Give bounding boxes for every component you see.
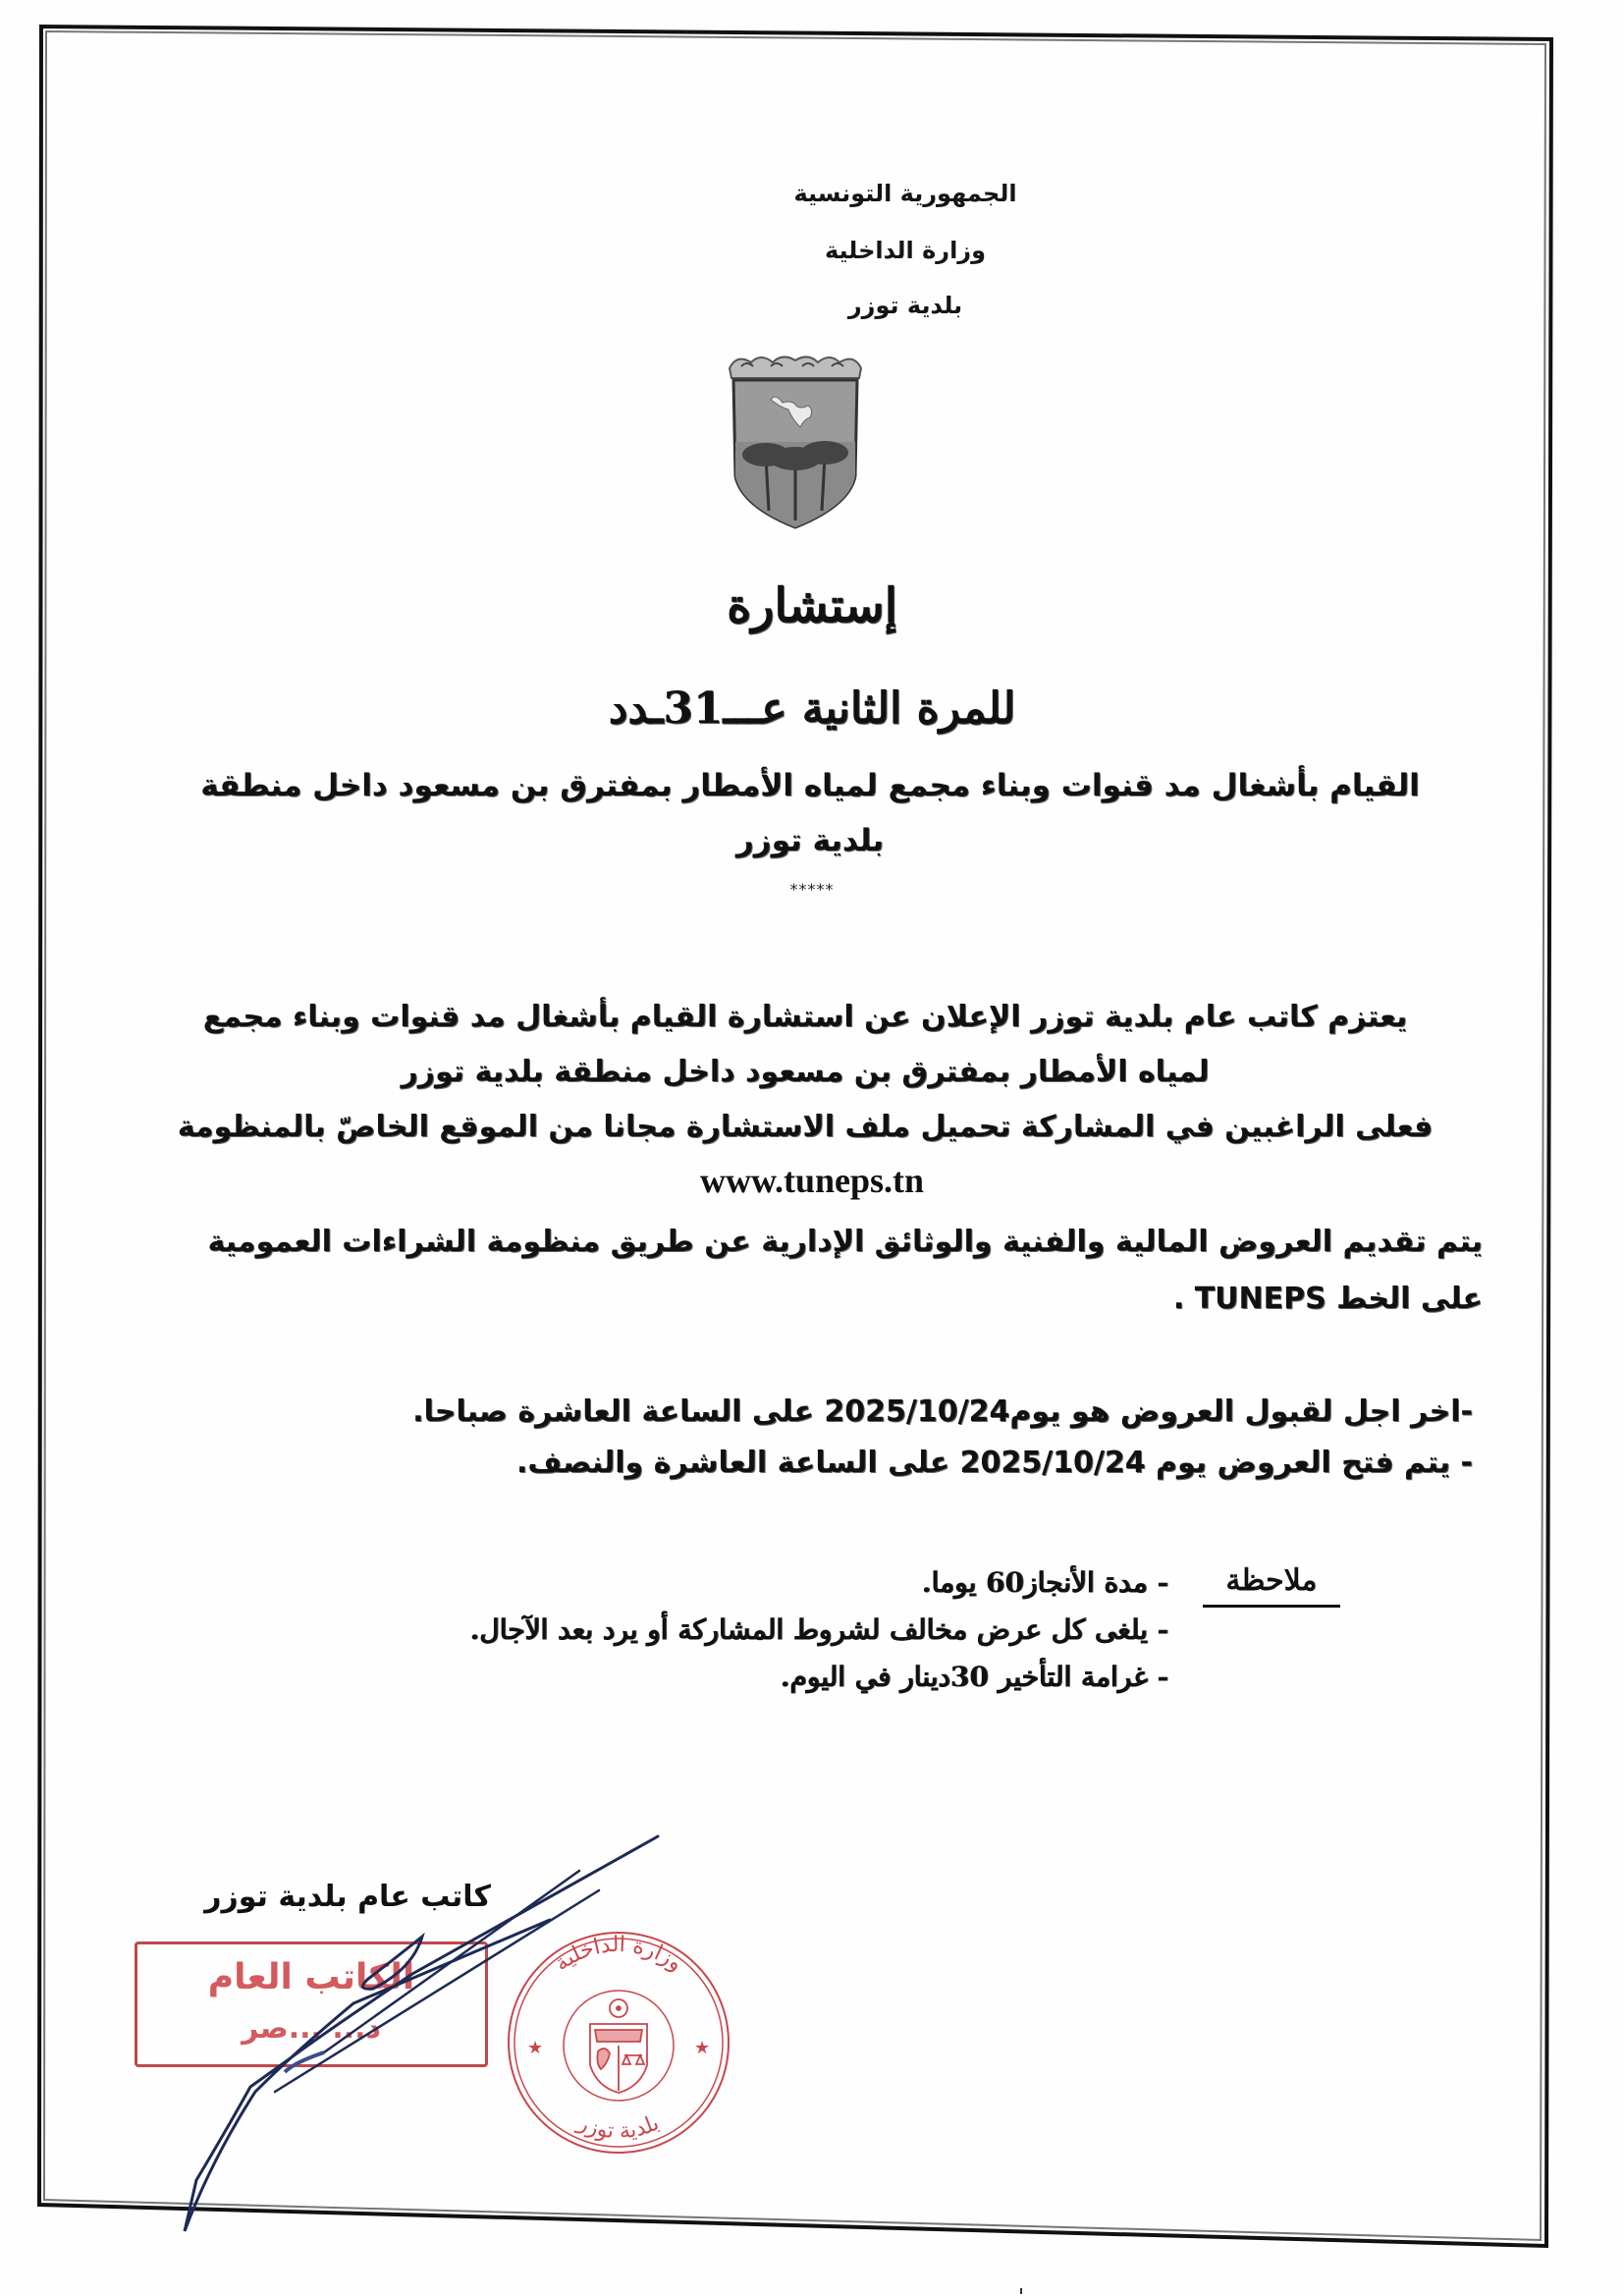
note-item: - غرامة التأخير 30دينار في اليوم. [780,1661,1168,1693]
svg-text:وزارة الداخلية [550,1933,686,1977]
header-municipality: بلدية توزر [847,292,963,319]
download-line: فعلى الراغبين في المشاركة تحميل ملف الاستشارة مجانا من الموقع الخاصّ بالمنظومة [177,1110,1434,1144]
star-icon: ★ [527,2038,544,2058]
header-ministry: وزارة الداخلية [824,237,987,264]
submission-line-1: يتم تقديم العروض المالية والفنية والوثائق الإدارية عن طريق منظومة الشراءات العمومية [207,1225,1483,1259]
municipal-coat-of-arms-icon [722,349,869,530]
deadlines-paragraph [295,1387,1473,1489]
stamp-text-line-2: د... ...صر [242,2011,381,2046]
announcement-paragraph [128,990,1483,1155]
consultation-subject [147,758,1473,868]
star-icon: ★ [694,2038,711,2058]
submission-paragraph [128,1214,1483,1328]
note-label: ملاحظة [1203,1561,1340,1608]
subject-line-2: بلدية توزر [735,823,885,858]
deadline-line: -اخر اجل لقبول العروض هو يوم2025/10/24 على الساعة العاشرة صباحا. [412,1394,1473,1429]
seal-top-text: وزارة الداخلية [550,1932,687,1977]
subject-line-1: القيام بأشغال مد قنوات وبناء مجمع لمياه الأمطار بمفترق بن مسعود داخل منطقة [200,768,1420,803]
notes-list [216,1559,1168,1701]
municipal-round-seal-icon [506,1930,731,2156]
tuneps-url-link[interactable]: www.tuneps.tn [699,1161,925,1200]
secretary-general-stamp [135,1941,488,2067]
signatory-title: كاتب عام بلدية توزر [204,1880,491,1914]
opening-line: - يتم فتح العروض يوم 2025/10/24 على الساعة العاشرة والنصف. [516,1446,1473,1480]
separator: ***** [789,880,835,899]
announcement-line-1: يعتزم كاتب عام بلدية توزر الإعلان عن استشارة القيام بأشغال مد قنوات وبناء مجمع [202,1000,1408,1034]
header-country: الجمهورية التونسية [793,180,1017,207]
seal-bottom-text: بلدية توزر [573,2110,664,2145]
document-title: إستشارة [727,578,897,633]
consultation-reference: للمرة الثانية عـــ31ـدد [608,683,1016,734]
svg-text:بلدية توزر [573,2110,663,2144]
announcement-line-2: لمياه الأمطار بمفترق بن مسعود داخل منطقة بلدية توزر [401,1055,1210,1089]
stamp-text-line-1: الكاتب العام [207,1957,415,1997]
tunisia-coat-of-arms-icon [590,1999,647,2093]
note-item: - يلغى كل عرض مخالف لشروط المشاركة أو يرد بعد الآجال. [469,1613,1168,1646]
note-item: - مدة الأنجاز60 يوما. [921,1566,1168,1599]
submission-line-2: على الخط TUNEPS . [1172,1282,1483,1316]
